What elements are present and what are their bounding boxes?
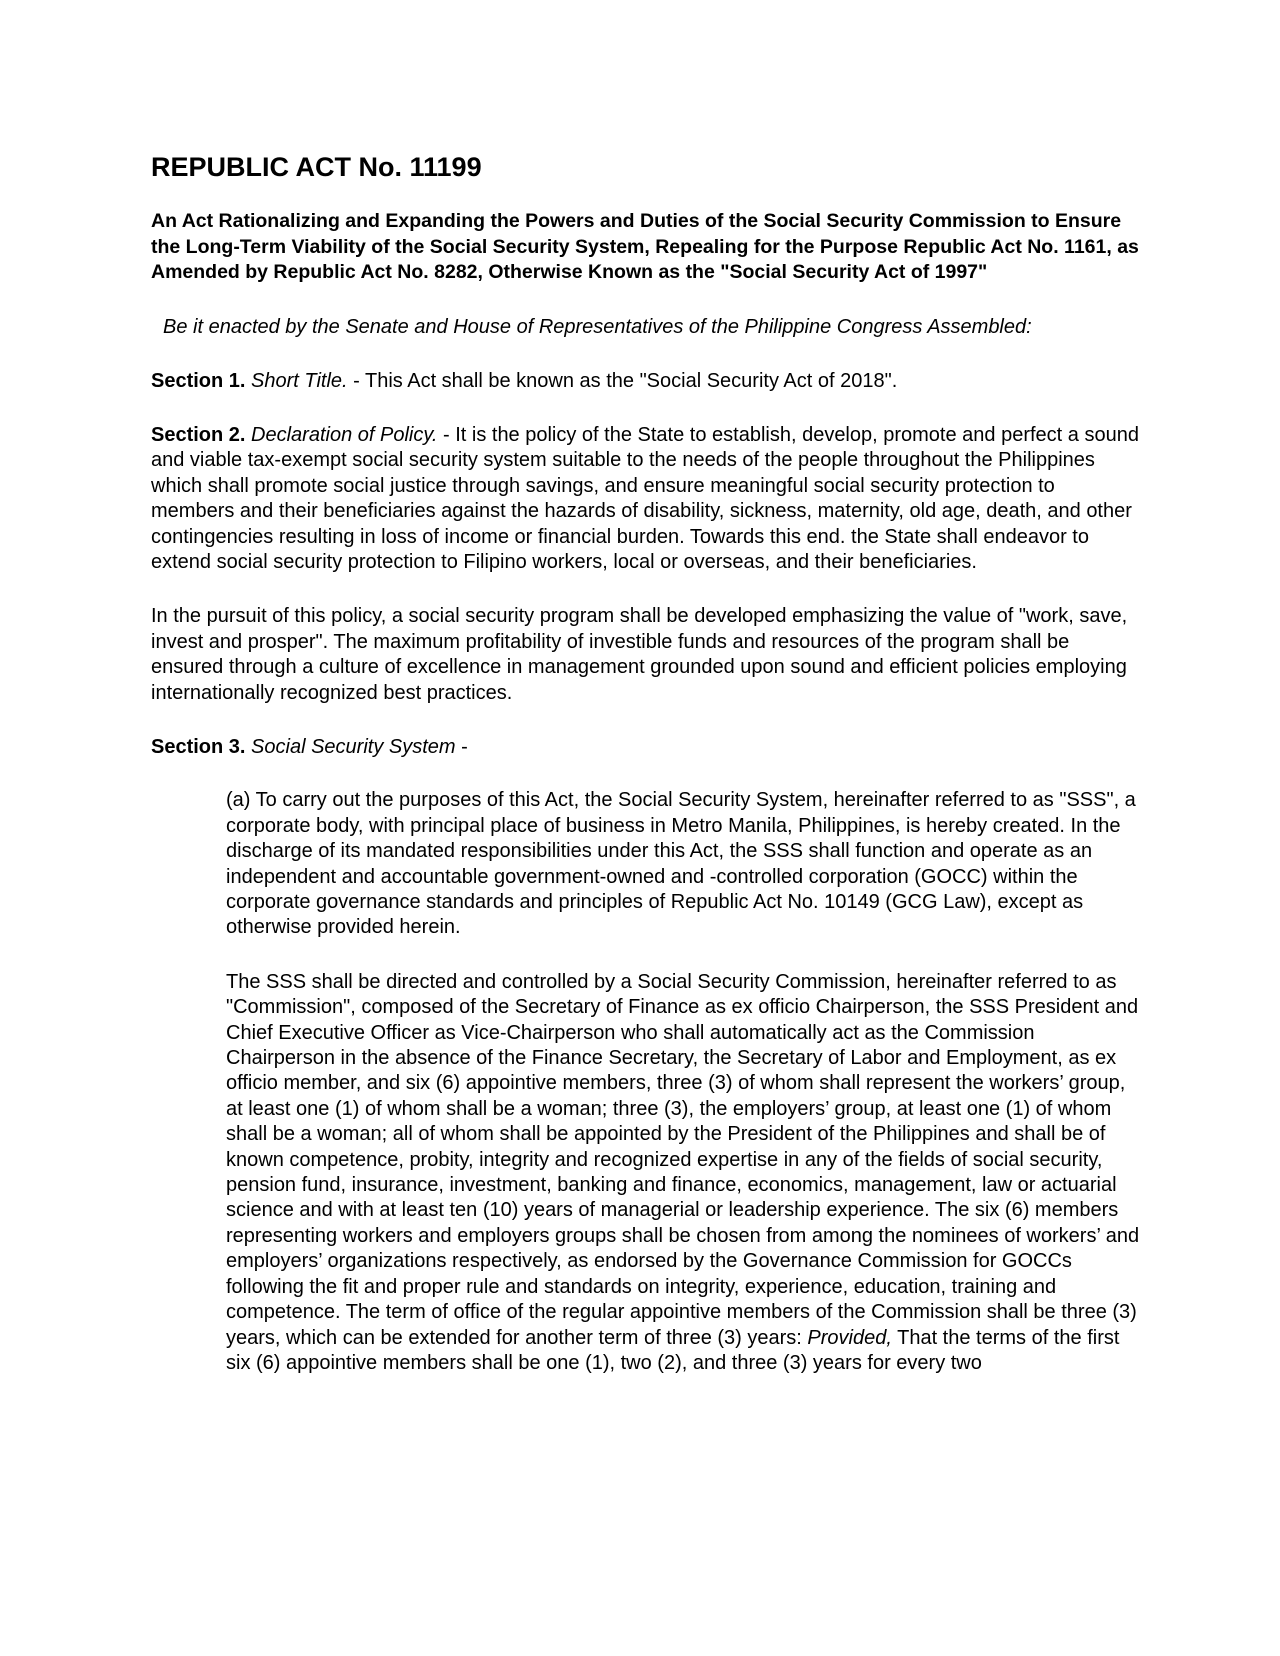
section-3-title-suffix: -: [455, 735, 468, 758]
section-2-title: Declaration of Policy.: [251, 423, 438, 446]
section-2-number: Section 2.: [151, 423, 246, 446]
section-2-text: - It is the policy of the State to establish, develop, promote and perfect a sound and viable tax-exempt social security system suitable to the needs of the people throughout the Philippines which shall promote social justice through savings, and ensure meaningful social security protection to members and their beneficiaries against the hazards of disability, sickness, maternity, old age, death, and other contingencies resulting in loss of income or financial burden. Towards this end. the State shall endeavor to extend social security protection to Filipino workers, local or overseas, and their beneficiaries.: [151, 423, 1139, 573]
enacting-clause: Be it enacted by the Senate and House of Representatives of the Philippine Congress Assembled:: [163, 315, 1032, 338]
section-3-number: Section 3.: [151, 735, 246, 758]
section-2: [151, 423, 1141, 575]
section-2-paragraph-2: In the pursuit of this policy, a social security program shall be developed emphasizing the value of "work, save, invest and prosper". The maximum profitability of investible funds and resources of the program shall be ensured through a culture of excellence in management grounded upon sound and efficient policies employing internationally recognized best practices.: [151, 605, 1128, 704]
act-title: REPUBLIC ACT No. 11199: [151, 152, 482, 182]
section-3-paragraph-b-continuation: That the terms of the first six (6) appointive members shall be one (1), two (2), and three (3) years for every two: [226, 1326, 1120, 1374]
section-3-paragraph-b-text: The SSS shall be directed and controlled by a Social Security Commission, hereinafter referred to as "Commission", composed of the Secretary of Finance as ex officio Chairperson, the SSS President and Chief Executive Officer as Vice-Chairperson who shall automatically act as the Commission Chairperson in the absence of the Finance Secretary, the Secretary of Labor and Employment, as ex officio member, and six (6) appointive members, three (3) of whom shall represent the workers’ group, at least one (1) of whom shall be a woman; three (3), the employers’ group, at least one (1) of whom shall be a woman; all of whom shall be appointed by the President of the Philippines and shall be of known competence, probity, integrity and recognized expertise in any of the fields of social security, pension fund, insurance, investment, banking and finance, economics, management, law or actuarial science and with at least ten (10) years of managerial or leadership experience. The six (6) members representing workers and employers groups shall be chosen from among the nominees of workers’ and employers’ organizations respectively, as endorsed by the Governance Commission for GOCCs following the fit and proper rule and standards on integrity, experience, education, training and competence. The term of office of the regular appointive members of the Commission shall be three (3) years, which can be extended for another term of three (3) years:: [226, 970, 1140, 1349]
section-3-proviso: Provided,: [807, 1326, 892, 1349]
section-3-paragraph-b: [226, 970, 1141, 1377]
document-page: [151, 150, 1141, 1376]
section-1-number: Section 1.: [151, 369, 246, 392]
act-subtitle: An Act Rationalizing and Expanding the Powers and Duties of the Social Security Commission to Ensure the Long-Term Viability of the Social Security System, Repealing for the Purpose Republic Act No. 1161, as Amended by Republic Act No. 8282, Otherwise Known as the "Social Security Act of 1997": [151, 210, 1139, 283]
section-1: [151, 369, 1141, 394]
section-3-paragraph-a: (a) To carry out the purposes of this Act, the Social Security System, hereinafter referred to as "SSS", a corporate body, with principal place of business in Metro Manila, Philippines, is hereby created. In the discharge of its mandated responsibilities under this Act, the SSS shall function and operate as an independent and accountable government-owned and -controlled corporation (GOCC) within the corporate governance standards and principles of Republic Act No. 10149 (GCG Law), except as otherwise provided herein.: [226, 789, 1136, 939]
section-3-title: Social Security System: [251, 735, 456, 758]
section-1-text: - This Act shall be known as the "Social Security Act of 2018".: [347, 369, 898, 392]
section-3: [151, 735, 1141, 760]
section-1-title: Short Title.: [251, 369, 348, 392]
